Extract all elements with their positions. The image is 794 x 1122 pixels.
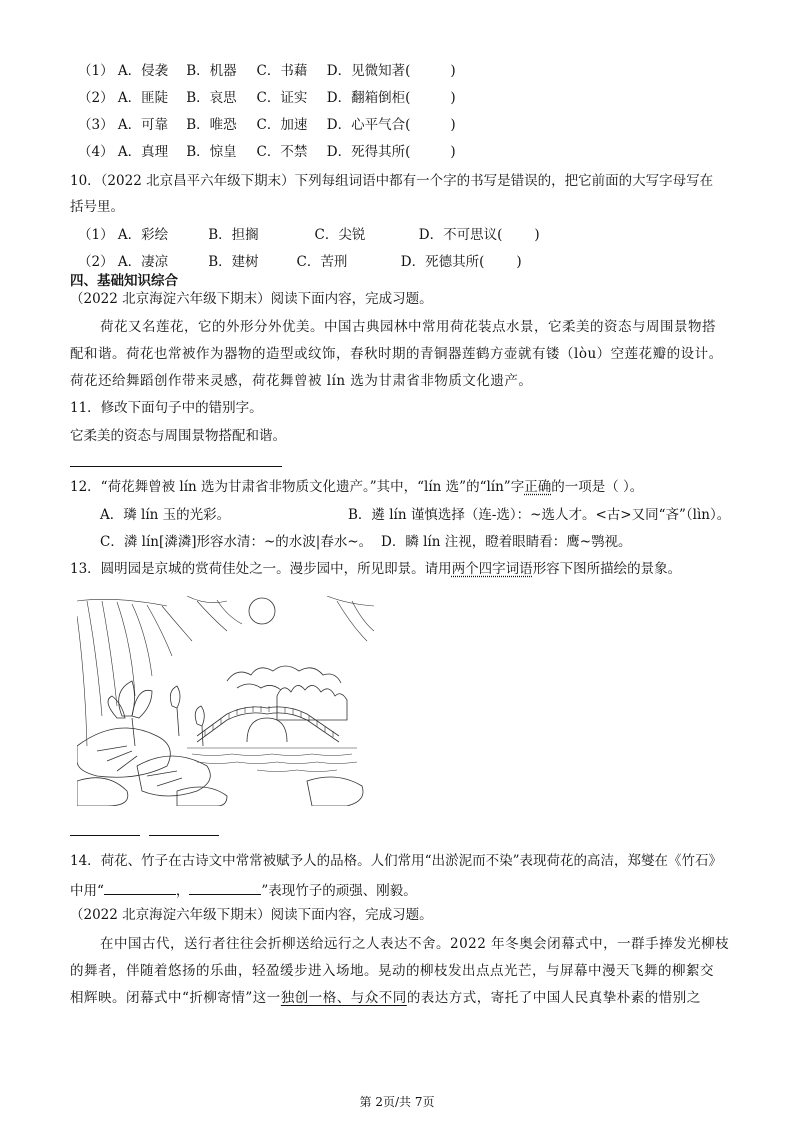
q14-line2 bbox=[70, 880, 417, 900]
q13-stem-pre: 13．圆明园是京城的赏荷佳处之一。漫步园中，所见即景。请用 bbox=[70, 561, 452, 577]
bridge-arch-shape bbox=[247, 718, 287, 742]
q10-row-1-b: B．担搁 bbox=[208, 227, 259, 243]
q11-answer-line[interactable] bbox=[70, 466, 282, 467]
q12-option-c[interactable]: C．潾 lín[潾潾]形容水清：~的水波|春水~。 bbox=[100, 534, 373, 550]
bridge-deck-shape bbox=[197, 707, 339, 736]
q9-row-1-num: （1） bbox=[78, 63, 114, 79]
q10-row-1-c: C．尖锐 bbox=[314, 227, 366, 243]
q10-row-1-d: D．不可思议( bbox=[418, 227, 503, 243]
q13-answer-line-2[interactable] bbox=[149, 835, 219, 836]
q12-stem-pre: 12．“荷花舞曾被 lín 选为甘肃省非物质文化遗产。”其中，“lín 选”的“lín”字 bbox=[70, 479, 525, 495]
q9-row-2-d: D．翻箱倒柜( bbox=[326, 90, 411, 106]
q9-row-1-c: C．书藉 bbox=[256, 63, 308, 79]
lotus-bridge-illustration bbox=[77, 596, 374, 806]
passage2-para3-underlined: 独创一格、与众不同 bbox=[280, 990, 407, 1006]
cloud-shape bbox=[227, 666, 341, 683]
q11-title: 11．修改下面句子中的错别字。 bbox=[70, 400, 263, 416]
section-heading: 四、基础知识综合 bbox=[70, 273, 178, 289]
q9-row-3-a: A．可靠 bbox=[117, 117, 169, 133]
q9-row-4-num: （4） bbox=[78, 144, 114, 160]
page-footer: 第 2页/共 7页 bbox=[359, 1095, 435, 1109]
q9-row-2-c: C．证实 bbox=[256, 90, 308, 106]
q10-row-2-b: B．建树 bbox=[208, 254, 259, 270]
q10-row-1-a: A．彩绘 bbox=[117, 227, 169, 243]
q12-stem bbox=[70, 478, 643, 496]
q13-answer-line-1[interactable] bbox=[70, 835, 140, 836]
q9-row-4-a: A．真理 bbox=[117, 144, 169, 160]
q10-row-2-a: A．凄凉 bbox=[117, 254, 169, 270]
q10-stem-line2: 括号里。 bbox=[70, 199, 124, 215]
q9-row-1 bbox=[78, 62, 456, 80]
q9-row-2-num: （2） bbox=[78, 90, 114, 106]
passage2-para3 bbox=[70, 989, 701, 1007]
q9-row-2 bbox=[78, 89, 456, 107]
q10-row-2 bbox=[78, 253, 522, 271]
q10-row-1-num: （1） bbox=[78, 227, 114, 243]
q9-row-4 bbox=[78, 143, 456, 161]
q14-line2-post: ”表现竹子的顽强、刚毅。 bbox=[261, 883, 417, 899]
q9-row-4-end: ) bbox=[450, 144, 456, 160]
q9-row-3-d: D．心平气合( bbox=[326, 117, 411, 133]
q12-option-b[interactable]: B．遴 lín 谨慎选择（连-选）：~选人才。<古>又同“吝”（lìn）。 bbox=[348, 507, 731, 523]
q9-row-1-d: D．见微知著( bbox=[326, 63, 411, 79]
q13-stem bbox=[70, 560, 681, 578]
q12-option-d[interactable]: D．瞵 lín 注视，瞪着眼睛看：鹰~鹗视。 bbox=[381, 534, 632, 550]
willow-branches bbox=[77, 596, 374, 746]
q12-stem-dotted: 正确 bbox=[524, 479, 552, 495]
q9-row-3-num: （3） bbox=[78, 117, 114, 133]
q9-row-3-c: C．加速 bbox=[256, 117, 308, 133]
q10-row-1-end: ) bbox=[534, 227, 540, 243]
q9-row-1-end: ) bbox=[450, 63, 456, 79]
q9-row-2-end: ) bbox=[450, 90, 456, 106]
passage2-para1: 在中国古代，送行者往往会折柳送给远行之人表达不舍。2022 年冬奥会闭幕式中，一群手捧发光柳枝 bbox=[100, 936, 730, 952]
q9-row-3 bbox=[78, 116, 456, 134]
q10-row-2-c: C．苦刑 bbox=[296, 254, 348, 270]
lotus-flowers bbox=[108, 681, 204, 746]
q14-line2-pre: 中用“ bbox=[70, 883, 104, 899]
q10-row-2-num: （2） bbox=[78, 254, 114, 270]
moon-shape bbox=[249, 598, 275, 624]
q13-stem-post: 形容下图所描绘的景象。 bbox=[532, 561, 682, 577]
passage2-para3-pre: 相辉映。闭幕式中“折柳寄情”这一 bbox=[70, 990, 281, 1006]
q9-row-4-c: C．不禁 bbox=[256, 144, 308, 160]
q9-row-4-d: D．死得其所( bbox=[326, 144, 411, 160]
q11-sentence: 它柔美的资态与周围景物搭配和谐。 bbox=[70, 428, 286, 444]
q9-row-1-b: B．机器 bbox=[186, 63, 237, 79]
q9-row-3-end: ) bbox=[450, 117, 456, 133]
q13-stem-dotted: 两个四字词语 bbox=[451, 561, 533, 577]
q9-row-2-a: A．匪陡 bbox=[117, 90, 169, 106]
passage1-para1: 荷花又名莲花，它的外形分外优美。中国古典园林中常用荷花装点水景，它柔美的资态与周围景物搭 bbox=[100, 319, 716, 335]
q12-stem-post: 的一项是（ ）。 bbox=[551, 479, 644, 495]
q12-option-a[interactable]: A．璘 lín 玉的光彩。 bbox=[100, 507, 231, 523]
q14-answer-blank-2[interactable] bbox=[189, 880, 261, 895]
q14-line1: 14．荷花、竹子在古诗文中常常被赋予人的品格。人们常用“出淤泥而不染”表现荷花的高洁，郑燮在《竹石》 bbox=[70, 853, 722, 869]
q10-row-1 bbox=[78, 226, 540, 244]
water-lines bbox=[187, 748, 357, 772]
q9-row-4-b: B．惊皇 bbox=[186, 144, 237, 160]
passage2-para3-post: 的表达方式，寄托了中国人民真挚朴素的惜别之 bbox=[406, 990, 701, 1006]
passage2-source: （2022 北京海淀六年级下期末）阅读下面内容，完成习题。 bbox=[70, 907, 433, 923]
q9-row-3-b: B．唯恐 bbox=[186, 117, 237, 133]
distant-trees-shape bbox=[277, 685, 347, 720]
q14-line2-sep: ， bbox=[175, 883, 190, 899]
passage2-para2: 的舞者，伴随着悠扬的乐曲，轻盈缓步进入场地。晃动的柳枝发出点点光芒，与屏幕中漫天飞舞的柳絮交 bbox=[70, 963, 714, 979]
q10-row-2-end: ) bbox=[516, 254, 522, 270]
passage1-para2: 配和谐。荷花也常被作为器物的造型或纹饰，春秋时期的青铜器莲鹤方壶就有镂（lòu）空莲花瓣的设计。 bbox=[70, 346, 723, 362]
q10-stem-line1: 10．（2022 北京昌平六年级下期末）下列每组词语中都有一个字的书写是错误的，把它前面的大写字母写在 bbox=[70, 173, 714, 189]
q10-row-2-d: D．死德其所( bbox=[400, 254, 485, 270]
q9-row-1-a: A．侵袭 bbox=[117, 63, 169, 79]
passage1-para3: 荷花还给舞蹈创作带来灵感，荷花舞曾被 lín 选为甘肃省非物质文化遗产。 bbox=[70, 373, 533, 389]
q9-row-2-b: B．哀思 bbox=[186, 90, 237, 106]
passage1-source: （2022 北京海淀六年级下期末）阅读下面内容，完成习题。 bbox=[70, 291, 433, 307]
lotus-leaves bbox=[77, 728, 363, 806]
q14-answer-blank-1[interactable] bbox=[104, 880, 176, 895]
